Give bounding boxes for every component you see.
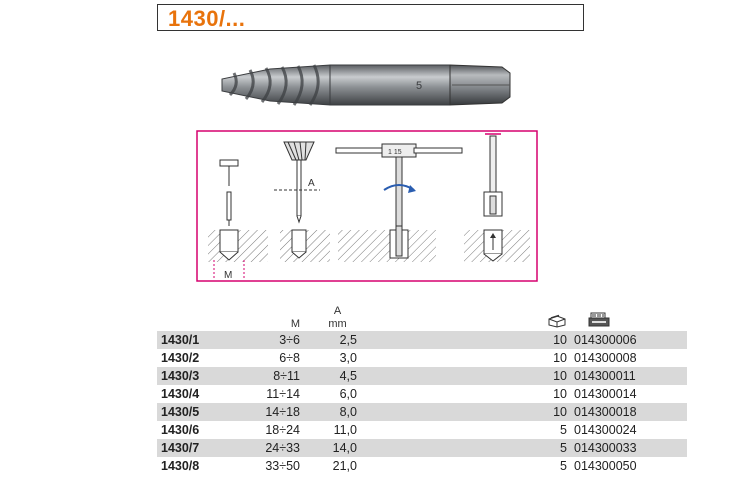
product-code: 1430/8 [161, 459, 200, 473]
usage-diagram [196, 130, 538, 282]
pack-quantity: 10 [527, 331, 567, 349]
page-title: 1430/... [168, 6, 246, 31]
product-code: 1430/3 [157, 367, 251, 385]
pack-quantity: 10 [553, 387, 567, 401]
header-a: A mm [328, 305, 347, 330]
thread-range: 14÷18 [251, 403, 300, 421]
pack-quantity: 5 [527, 439, 567, 457]
article-number: 014300006 [567, 331, 687, 349]
article-number: 014300008 [574, 351, 637, 365]
product-code: 1430/1 [157, 331, 251, 349]
drill-diameter: 3,0 [339, 351, 357, 365]
table-row [157, 457, 687, 475]
table-row [157, 403, 687, 421]
drill-diameter: 21,0 [332, 459, 357, 473]
article-number: 014300014 [574, 387, 637, 401]
article-number: 014300024 [574, 423, 637, 437]
table-row [157, 385, 687, 403]
header-m: M [290, 318, 300, 330]
thread-range: 8÷11 [251, 367, 300, 385]
product-code: 1430/5 [157, 403, 251, 421]
table-row [157, 421, 687, 439]
product-code: 1430/6 [161, 423, 200, 437]
article-number: 014300033 [567, 439, 687, 457]
product-code: 1430/2 [161, 351, 200, 365]
drill-diameter: 4,5 [300, 367, 371, 385]
drill-diameter: 11,0 [333, 423, 357, 437]
table-row [157, 331, 687, 349]
thread-range: 33÷50 [265, 459, 300, 473]
thread-range: 24÷33 [251, 439, 300, 457]
pack-quantity: 5 [560, 459, 567, 473]
table-row [157, 349, 687, 367]
tool-mark: 5 [416, 80, 423, 92]
drill-diameter: 8,0 [300, 403, 371, 421]
article-number: 014300050 [574, 459, 637, 473]
thread-range: 6÷8 [279, 351, 300, 365]
barcode-printer-icon [567, 305, 687, 331]
pack-quantity: 10 [527, 403, 567, 421]
screw-extractor-image [220, 55, 520, 117]
dimension-label: A [308, 178, 315, 189]
pack-quantity: 5 [560, 423, 567, 437]
table-row [157, 439, 687, 457]
product-code: 1430/4 [161, 387, 200, 401]
thread-range: 18÷24 [265, 423, 300, 437]
package-box-icon [527, 305, 567, 331]
drill-diameter: 6,0 [339, 387, 357, 401]
tap-wrench-label: 1 15 [388, 149, 402, 156]
thread-range: 11÷14 [266, 387, 300, 401]
title-bar [157, 4, 584, 31]
thread-range: 3÷6 [251, 331, 300, 349]
drill-diameter: 14,0 [300, 439, 371, 457]
table-header-row [157, 305, 687, 331]
article-number: 014300011 [567, 367, 687, 385]
pack-quantity: 10 [553, 351, 567, 365]
pack-quantity: 10 [527, 367, 567, 385]
table-row [157, 367, 687, 385]
bore-label: M [224, 270, 233, 281]
product-code: 1430/7 [157, 439, 251, 457]
spec-table [157, 305, 687, 475]
drill-diameter: 2,5 [300, 331, 371, 349]
article-number: 014300018 [567, 403, 687, 421]
